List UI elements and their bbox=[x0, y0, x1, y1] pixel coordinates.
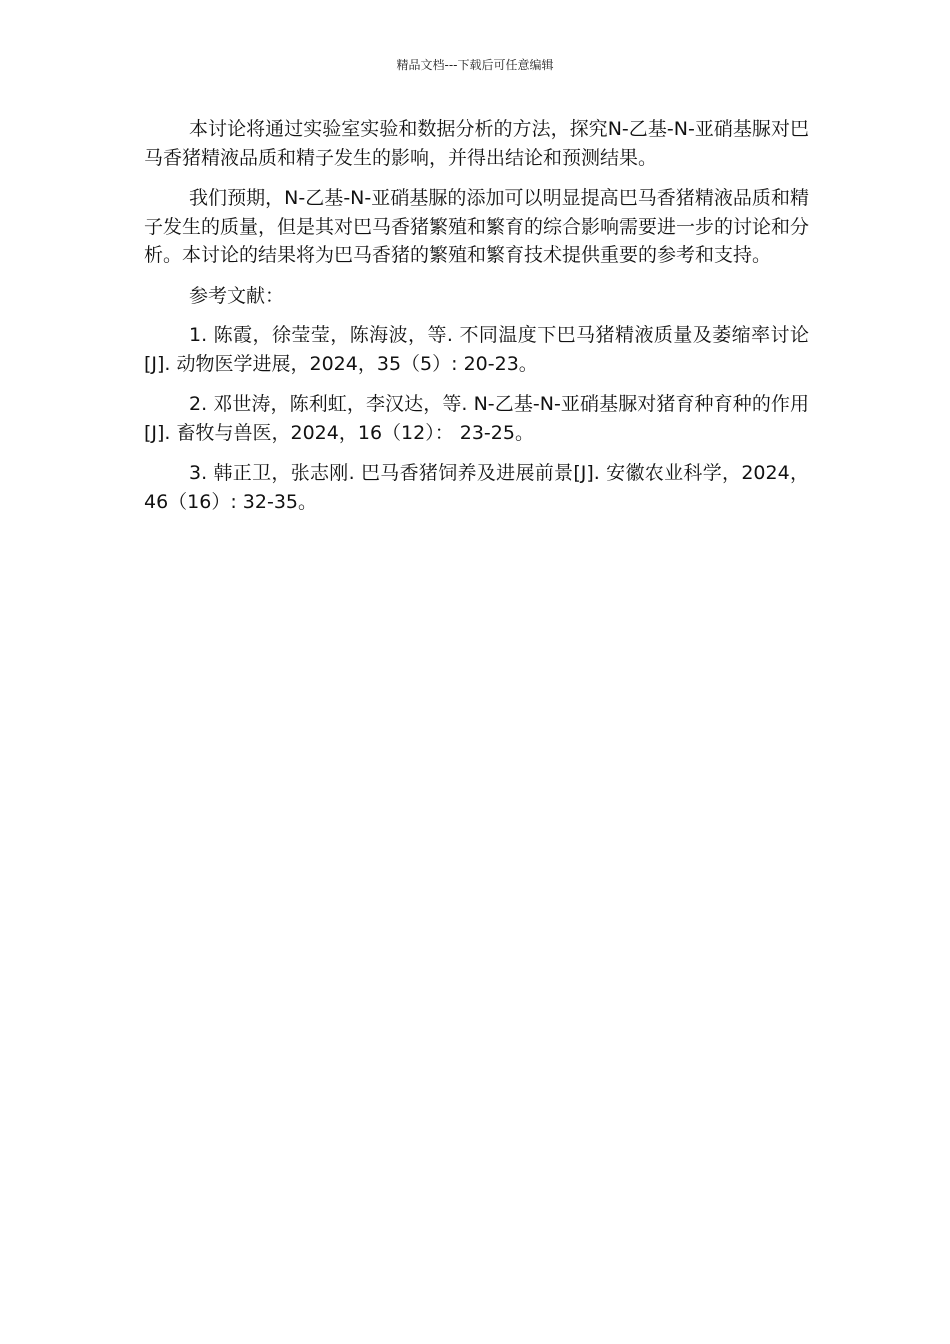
body-paragraph-1: 本讨论将通过实验室实验和数据分析的方法，探究N-乙基-N-亚硝基脲对巴马香猪精液品质和精子发生的影响，并得出结论和预测结果。 bbox=[144, 118, 809, 169]
page-header: 精品文档---下载后可任意编辑 bbox=[396, 58, 554, 72]
reference-item-1: 1. 陈霞，徐莹莹，陈海波，等. 不同温度下巴马猪精液质量及萎缩率讨论[J]. 动物医学进展，2024，35（5）: 20-23。 bbox=[144, 324, 809, 375]
reference-item-2: 2. 邓世涛，陈利虹，李汉达，等. N-乙基-N-亚硝基脲对猪育种育种的作用[J]. 畜牧与兽医，2024，16（12）： 23-25。 bbox=[144, 393, 809, 444]
reference-item-3: 3. 韩正卫，张志刚. 巴马香猪饲养及进展前景[J]. 安徽农业科学，2024，46（16）: 32-35。 bbox=[144, 462, 809, 513]
references-heading: 参考文献： bbox=[189, 284, 285, 307]
document-body bbox=[144, 115, 809, 528]
body-paragraph-2: 我们预期，N-乙基-N-亚硝基脲的添加可以明显提高巴马香猪精液品质和精子发生的质量，但是其对巴马香猪繁殖和繁育的综合影响需要进一步的讨论和分析。本讨论的结果将为巴马香猪的繁殖和繁育技术提供重要的参考和支持。 bbox=[144, 187, 810, 266]
